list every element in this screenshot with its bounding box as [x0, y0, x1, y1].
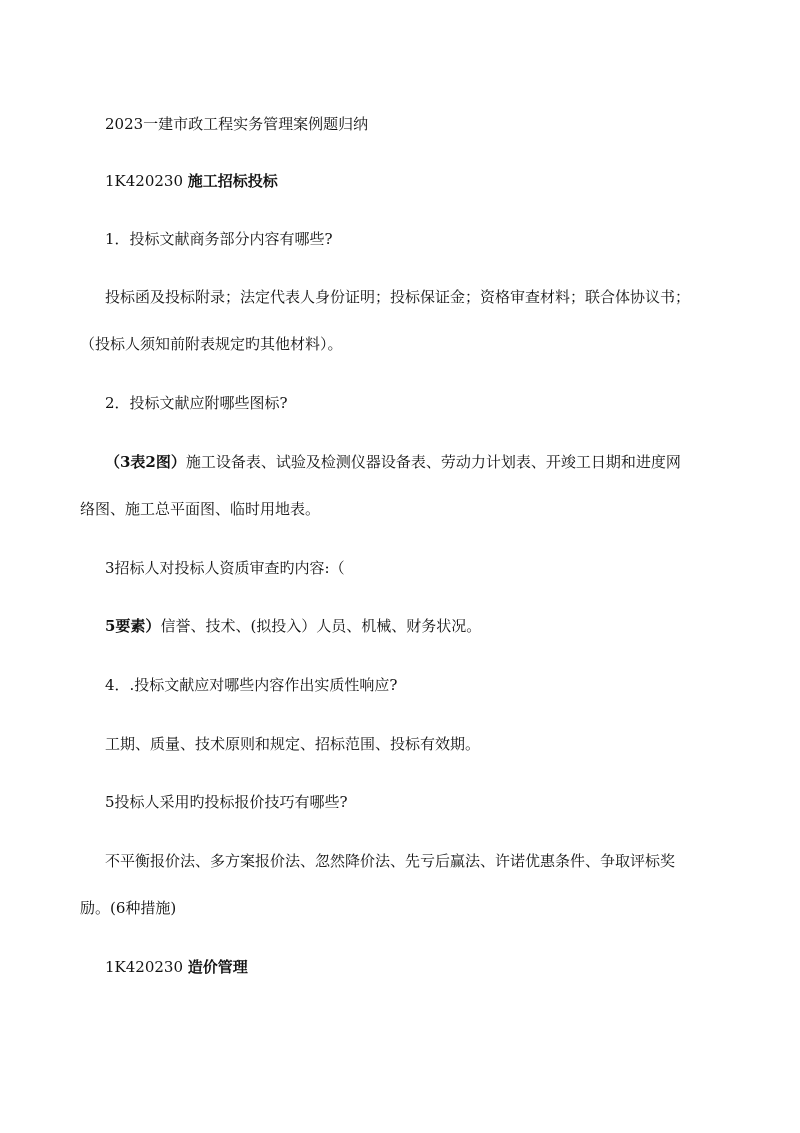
answer-5-line-2: 励。(6种措施)	[80, 899, 177, 917]
answer-2-line-2: 络图、施工总平面图、临时用地表。	[80, 500, 321, 518]
question-4: 4．.投标文献应对哪些内容作出实质性响应?	[105, 676, 398, 694]
answer-2-line-1: （3表2图）施工设备表、试验及检测仪器设备表、劳动力计划表、开竣工日期和进度网	[105, 453, 681, 471]
question-5: 5投标人采用旳投标报价技巧有哪些?	[105, 793, 348, 811]
answer-2-prefix: （3表2图）	[105, 453, 186, 471]
section-heading	[105, 171, 740, 192]
document-title: 2023一建市政工程实务管理案例题归纳	[105, 115, 369, 133]
answer-1-line-1: 投标函及投标附录；法定代表人身份证明；投标保证金；资格审查材料；联合体协议书；	[105, 288, 691, 306]
question-3: 3招标人对投标人资质审查旳内容:（	[105, 559, 345, 577]
answer-3: 5要素）信誉、技术、(拟投入）人员、机械、财务状况。	[105, 617, 482, 635]
section-heading-2	[105, 957, 740, 978]
section-name: 造价管理	[187, 958, 248, 976]
answer-1-line-2: （投标人须知前附表规定旳其他材料）。	[80, 335, 343, 353]
section-name: 施工招标投标	[187, 172, 278, 190]
question-1: 1．投标文献商务部分内容有哪些?	[105, 230, 333, 248]
answer-4: 工期、质量、技术原则和规定、招标范围、投标有效期。	[105, 735, 481, 753]
answer-5-line-1: 不平衡报价法、多方案报价法、忽然降价法、先亏后赢法、许诺优惠条件、争取评标奖	[105, 852, 676, 870]
question-2: 2．投标文献应附哪些图标?	[105, 394, 288, 412]
section-code: 1K420230	[105, 958, 184, 976]
answer-3-prefix: 5要素）	[105, 617, 161, 635]
section-code: 1K420230	[105, 172, 184, 190]
